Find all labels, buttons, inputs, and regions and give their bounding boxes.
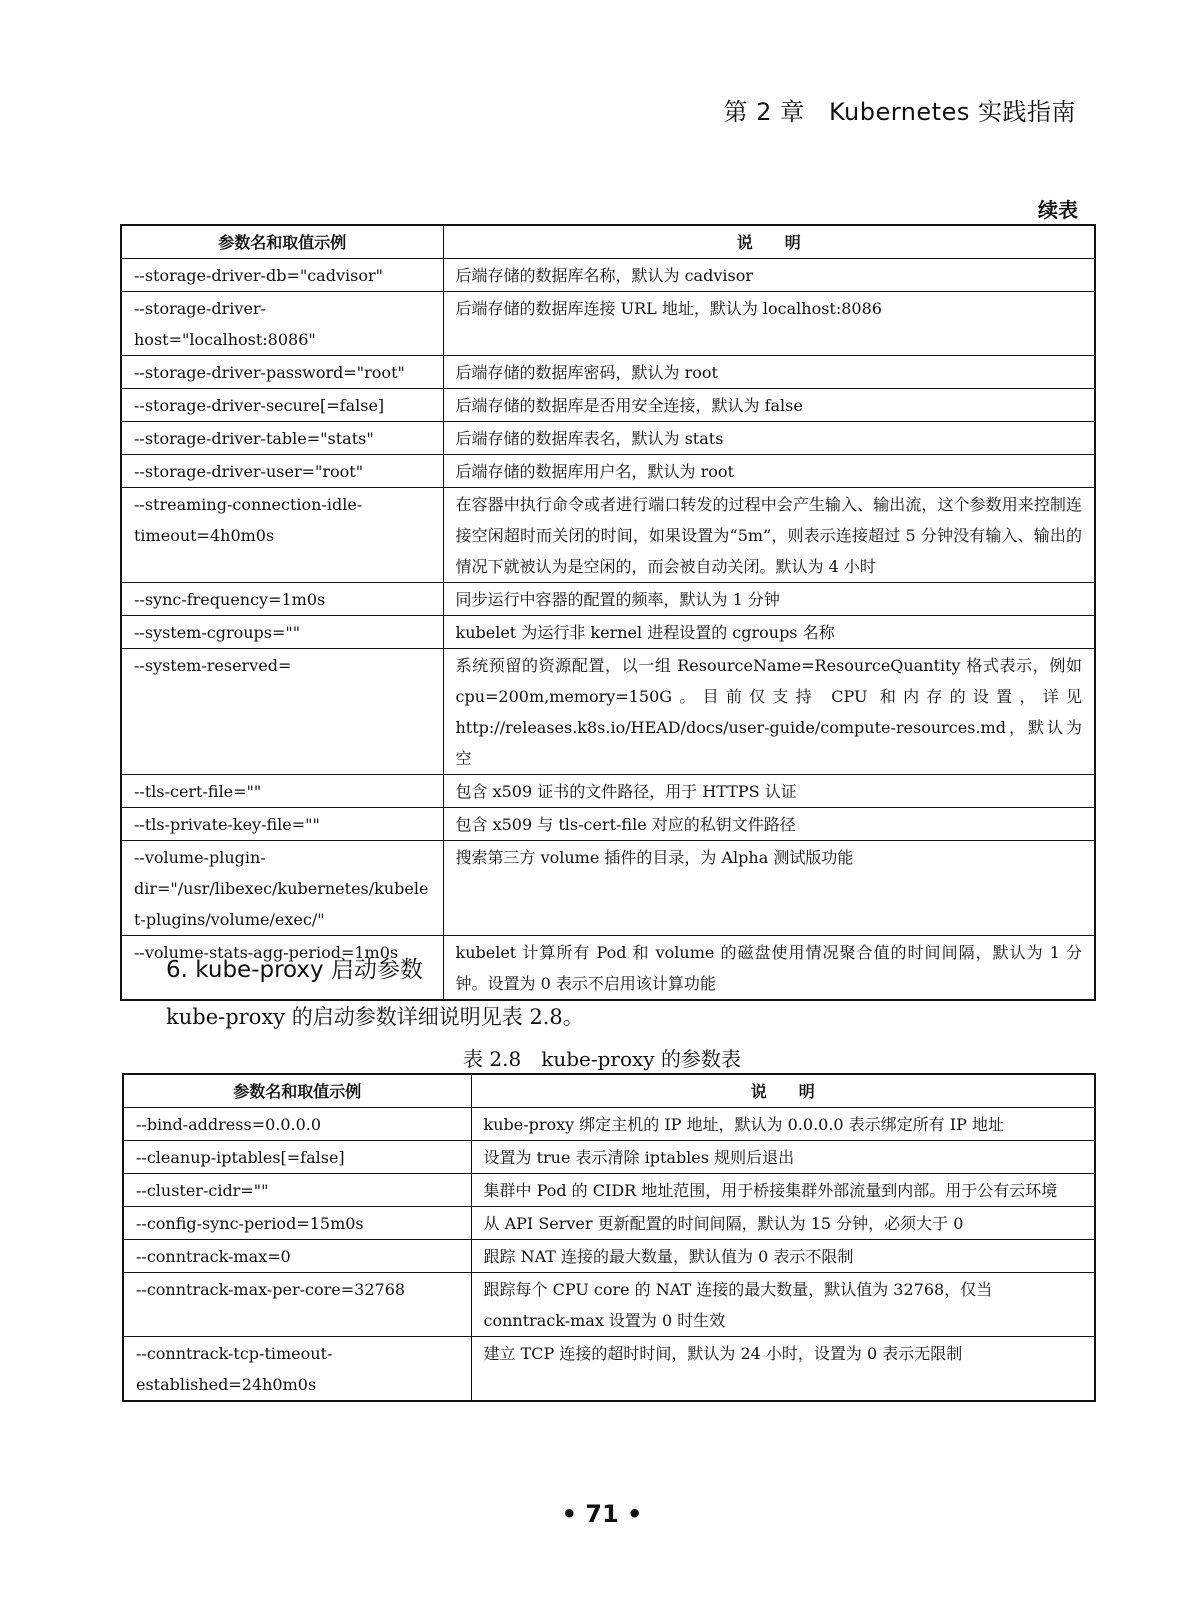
table-row	[123, 1108, 1095, 1141]
description-cell: 后端存储的数据库用户名，默认为 root	[443, 455, 1095, 488]
table-row	[121, 841, 1095, 936]
description-cell: 后端存储的数据库是否用安全连接，默认为 false	[443, 389, 1095, 422]
table-row	[123, 1337, 1095, 1402]
param-cell: --streaming-connection-idle-timeout=4h0m0s	[121, 488, 443, 583]
description-cell: 系统预留的资源配置，以一组 ResourceName=ResourceQuantity 格式表示，例如 cpu=200m,memory=150G。目前仅支持 CPU 和内存的设置，详见 http://releases.k8s.io/HEAD/docs/user-guide/compute-resources.md，默认为空	[443, 649, 1095, 775]
description-cell: 设置为 true 表示清除 iptables 规则后退出	[471, 1141, 1095, 1174]
param-cell: --storage-driver-table="stats"	[121, 422, 443, 455]
param-cell: --volume-stats-agg-period=1m0s	[121, 936, 443, 1001]
param-cell: --tls-private-key-file=""	[121, 808, 443, 841]
description-cell: kubelet 计算所有 Pod 和 volume 的磁盘使用情况聚合值的时间间隔，默认为 1 分钟。设置为 0 表示不启用该计算功能	[443, 936, 1095, 1001]
table-row	[121, 488, 1095, 583]
description-cell: 搜索第三方 volume 插件的目录，为 Alpha 测试版功能	[443, 841, 1095, 936]
param-cell: --storage-driver-host="localhost:8086"	[121, 292, 443, 356]
continued-table-label: 续表	[1038, 198, 1078, 222]
table-row	[123, 1240, 1095, 1273]
param-cell: --cleanup-iptables[=false]	[123, 1141, 471, 1174]
description-column-header: 说 明	[443, 225, 1095, 259]
table-row	[121, 775, 1095, 808]
description-cell: 同步运行中容器的配置的频率，默认为 1 分钟	[443, 583, 1095, 616]
table-row	[121, 389, 1095, 422]
param-cell: --conntrack-max=0	[123, 1240, 471, 1273]
table-row	[121, 292, 1095, 356]
description-cell: 在容器中执行命令或者进行端口转发的过程中会产生输入、输出流，这个参数用来控制连接空闲超时而关闭的时间，如果设置为“5m”，则表示连接超过 5 分钟没有输入、输出的情况下就被认为是空闲的，而会被自动关闭。默认为 4 小时	[443, 488, 1095, 583]
description-cell: 包含 x509 与 tls-cert-file 对应的私钥文件路径	[443, 808, 1095, 841]
param-cell: --sync-frequency=1m0s	[121, 583, 443, 616]
table-caption: 表 2.8 kube-proxy 的参数表	[463, 1047, 741, 1071]
table-row	[121, 583, 1095, 616]
table-row	[121, 649, 1095, 775]
intro-paragraph: kube-proxy 的启动参数详细说明见表 2.8。	[166, 1005, 584, 1029]
param-cell: --storage-driver-secure[=false]	[121, 389, 443, 422]
table-row	[123, 1174, 1095, 1207]
description-cell: 后端存储的数据库表名，默认为 stats	[443, 422, 1095, 455]
section-heading: 6. kube-proxy 启动参数	[166, 957, 423, 983]
kubelet-params-table-continued	[120, 224, 1096, 1001]
description-cell: 后端存储的数据库连接 URL 地址，默认为 localhost:8086	[443, 292, 1095, 356]
param-cell: --volume-plugin-dir="/usr/libexec/kubernetes/kubelet-plugins/volume/exec/"	[121, 841, 443, 936]
description-cell: 建立 TCP 连接的超时时间，默认为 24 小时，设置为 0 表示无限制	[471, 1337, 1095, 1402]
param-cell: --cluster-cidr=""	[123, 1174, 471, 1207]
page-number: • 71 •	[561, 1500, 643, 1528]
description-cell: kubelet 为运行非 kernel 进程设置的 cgroups 名称	[443, 616, 1095, 649]
param-cell: --storage-driver-user="root"	[121, 455, 443, 488]
param-column-header: 参数名和取值示例	[121, 225, 443, 259]
description-column-header: 说 明	[471, 1074, 1095, 1108]
param-cell: --bind-address=0.0.0.0	[123, 1108, 471, 1141]
table-row	[123, 1207, 1095, 1240]
description-cell: 集群中 Pod 的 CIDR 地址范围，用于桥接集群外部流量到内部。用于公有云环境	[471, 1174, 1095, 1207]
description-cell: 后端存储的数据库密码，默认为 root	[443, 356, 1095, 389]
param-cell: --conntrack-tcp-timeout-established=24h0m0s	[123, 1337, 471, 1402]
param-cell: --storage-driver-db="cadvisor"	[121, 259, 443, 292]
param-cell: --config-sync-period=15m0s	[123, 1207, 471, 1240]
description-cell: 跟踪 NAT 连接的最大数量，默认值为 0 表示不限制	[471, 1240, 1095, 1273]
table-row	[121, 455, 1095, 488]
table-header-row	[121, 225, 1095, 259]
description-cell: 后端存储的数据库名称，默认为 cadvisor	[443, 259, 1095, 292]
kube-proxy-params-table	[122, 1073, 1096, 1402]
param-cell: --system-reserved=	[121, 649, 443, 775]
description-cell: 跟踪每个 CPU core 的 NAT 连接的最大数量，默认值为 32768，仅当 conntrack-max 设置为 0 时生效	[471, 1273, 1095, 1337]
description-cell: 从 API Server 更新配置的时间间隔，默认为 15 分钟，必须大于 0	[471, 1207, 1095, 1240]
table-row	[121, 356, 1095, 389]
table-row	[121, 616, 1095, 649]
param-cell: --storage-driver-password="root"	[121, 356, 443, 389]
table-row	[121, 259, 1095, 292]
table-row	[123, 1141, 1095, 1174]
param-cell: --tls-cert-file=""	[121, 775, 443, 808]
chapter-header: 第 2 章 Kubernetes 实践指南	[723, 98, 1076, 126]
param-cell: --conntrack-max-per-core=32768	[123, 1273, 471, 1337]
param-column-header: 参数名和取值示例	[123, 1074, 471, 1108]
table-row	[121, 422, 1095, 455]
description-cell: 包含 x509 证书的文件路径，用于 HTTPS 认证	[443, 775, 1095, 808]
description-cell: kube-proxy 绑定主机的 IP 地址，默认为 0.0.0.0 表示绑定所有 IP 地址	[471, 1108, 1095, 1141]
table-row	[123, 1273, 1095, 1337]
table-header-row	[123, 1074, 1095, 1108]
param-cell: --system-cgroups=""	[121, 616, 443, 649]
table-row	[121, 808, 1095, 841]
